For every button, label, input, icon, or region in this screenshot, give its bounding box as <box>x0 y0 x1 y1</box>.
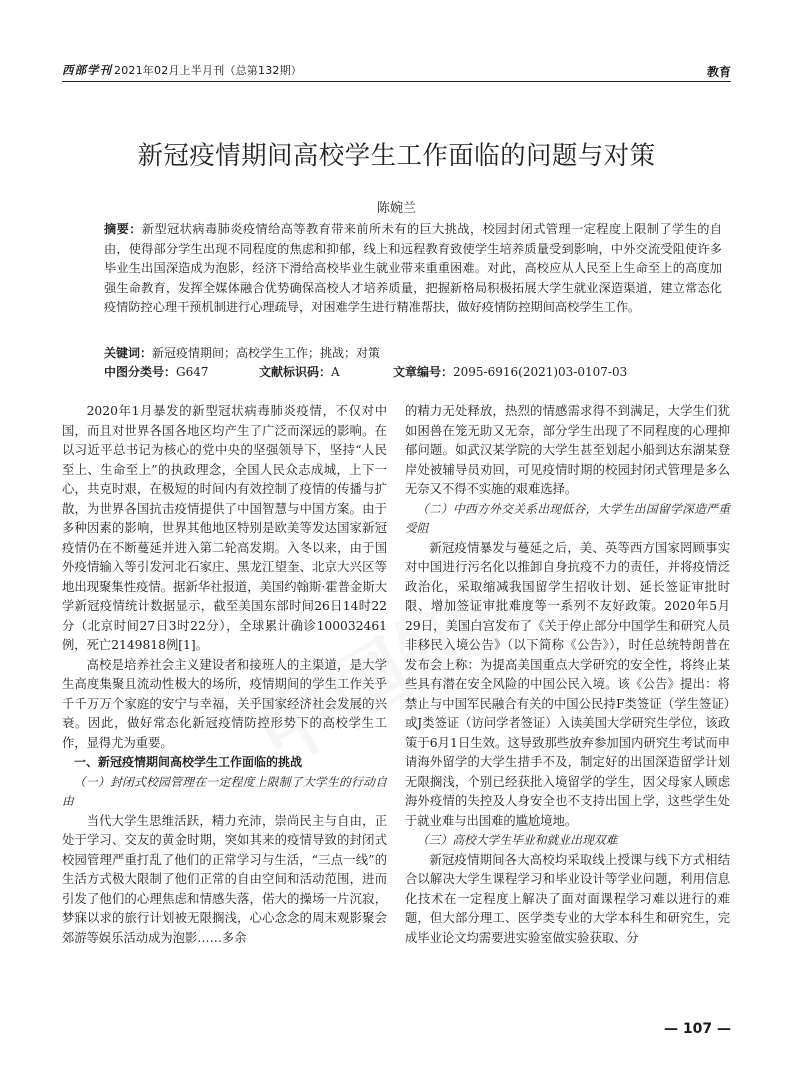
subsection-heading: （二）中西方外交关系出现低谷，大学生出国留学深造严重受阻 <box>405 501 730 535</box>
abstract <box>104 220 722 318</box>
clc-value: G647 <box>176 365 209 379</box>
right-column <box>405 402 730 948</box>
clc-number <box>104 363 209 381</box>
page-number: — 107 — <box>664 1021 731 1037</box>
abstract-label: 摘要： <box>104 222 142 236</box>
article-author: 陈婉兰 <box>376 201 416 216</box>
doc-code <box>259 363 340 381</box>
issue-info: 2021年02月上半月刊（总第132期） <box>114 64 302 77</box>
journal-logo: 西部学刊 <box>62 63 112 77</box>
keywords-text: 新冠疫情期间；高校学生工作；挑战；对策 <box>152 346 381 360</box>
body-paragraph: 当代大学生思维活跃，精力充沛，崇尚民主与自由，正处于学习、交友的黄金时期，突如其来的疫情导致的封闭式校园管理严重打乱了他们的正常学习与生活，“三点一线”的生活方式极大限制了他们正常的自由空间和活动范围，进而引发了他们的心理焦虑和情感失落，偌大的操场一片沉寂，梦寐以求的旅行计划被无限搁浅，心心念念的周末观影聚会郊游等娱乐活动成为泡影……多余 <box>62 813 387 945</box>
subsection-heading: （三）高校大学生毕业和就业出现双难 <box>416 833 618 847</box>
article-number-label: 文章编号： <box>393 365 454 379</box>
doc-value: A <box>331 365 340 379</box>
doc-label: 文献标识码： <box>259 365 332 379</box>
body-paragraph: 的精力无处释放，热烈的情感需求得不到满足，大学生们犹如困兽在笼无助又无奈，部分学生出现了不同程度的心理抑郁问题。如武汉某学院的大学生甚至划起小船到达东湖某登岸处被辅导员劝回，可见疫情时期的校园封闭式管理是多么无奈又不得不实施的艰难选择。 <box>405 404 730 496</box>
article-title: 新冠疫情期间高校学生工作面临的问题与对策 <box>137 141 656 171</box>
article-number-value: 2095-6916(2021)03-0107-03 <box>453 365 628 379</box>
section-label: 教育 <box>706 65 731 79</box>
keywords-label: 关键词： <box>104 346 153 360</box>
body-paragraph: 新冠疫情期间各大高校均采取线上授课与线下方式相结合以解决大学生课程学习和毕业设计等学业问题，利用信息化技术在一定程度上解决了面对面课程学习难以进行的难题，但大部分理工、医学类专业的大学本科生和研究生，完成毕业论文均需要进实验室做实验获取、分 <box>405 852 730 945</box>
subsection-heading: （一）封闭式校园管理在一定程度上限制了大学生的行动自由 <box>62 774 387 808</box>
section-heading: 一、新冠疫情期间高校学生工作面临的挑战 <box>74 755 303 769</box>
keywords <box>104 344 722 362</box>
article-number <box>393 363 627 381</box>
clc-label: 中图分类号： <box>104 365 177 379</box>
body-paragraph: 2020年1月暴发的新型冠状病毒肺炎疫情，不仅对中国，而且对世界各国各地区均产生了广泛而深远的影响。在以习近平总书记为核心的党中央的坚强领导下，坚持“人民至上、生命至上”的执政理念，全国人民众志成城，上下一心，共克时艰，在极短的时间内有效控制了疫情的传播与扩散，为世界各国抗击疫情提供了中国智慧与中国方案。由于多种因素的影响，世界其他地区特别是欧美等发达国家新冠疫情仍在不断蔓延并进入第二轮高发期。入冬以来，由于国外疫情输入等引发河北石家庄、黑龙江望奎、北京大兴区等地出现聚集性疫情。据新华社报道，美国约翰斯·霍普金斯大学新冠疫情统计数据显示，截至美国东部时间26日14时22分（北京时间27日3时22分），全球累计确诊100032461例，死亡2149818例[1]。 <box>62 404 387 652</box>
header-divider <box>62 81 731 82</box>
left-column <box>62 402 387 948</box>
body-paragraph: 高校是培养社会主义建设者和接班人的主渠道，是大学生高度集聚且流动性极大的场所，疫情期间的学生工作关乎千千万万个家庭的安宁与幸福，关乎国家经济社会发展的兴衰。因此，做好常态化新冠疫情防控形势下的高校学生工作，显得尤为重要。 <box>62 657 387 750</box>
body-paragraph: 新冠疫情暴发与蔓延之后，美、英等西方国家罔顾事实对中国进行污名化以推卸自身抗疫不力的责任，并将疫情泛政治化，采取缩减我国留学生招收计划、延长签证审批时限、增加签证审批难度等一系列不友好政策。2020年5月29日，美国白宫发布了《关于停止部分中国学生和研究人员非移民入境公告》（以下简称《公告》），时任总统特朗普在发布会上称：为提高美国重点大学研究的安全性，将终止某些具有潜在安全风险的中国公民入境。该《公告》提出：将禁止与中国军民融合有关的中国公民持F类签证（学生签证）或J类签证（访问学者签证）入读美国大学研究生学位，该政策于6月1日生效。这导致那些放弃参加国内研究生考试而申请海外留学的大学生措手不及，制定好的出国深造留学计划无限搁浅，个别已经获批入境留学的学生，因父母家人顾虑海外疫情的失控及人身安全也不支持出国上学，这些学生处于就业难与出国难的尴尬境地。 <box>405 540 730 828</box>
abstract-text: 新型冠状病毒肺炎疫情给高等教育带来前所未有的巨大挑战，校园封闭式管理一定程度上限制了学生的自由，使得部分学生出现不同程度的焦虑和抑郁，线上和远程教育致使学生培养质量受到影响，中外交流受阻使许多毕业生出国深造成为泡影，经济下滑给高校毕业生就业带来重重困难。对此，高校应从人民至上生命至上的高度加强生命教育，发挥全媒体融合优势确保高校人才培养质量，把握新格局积极拓展大学生就业深造渠道，建立常态化疫情防控心理干预机制进行心理疏导，对困难学生进行精准帮扶，做好疫情防控期间高校学生工作。 <box>104 222 723 314</box>
journal-info <box>62 62 302 78</box>
